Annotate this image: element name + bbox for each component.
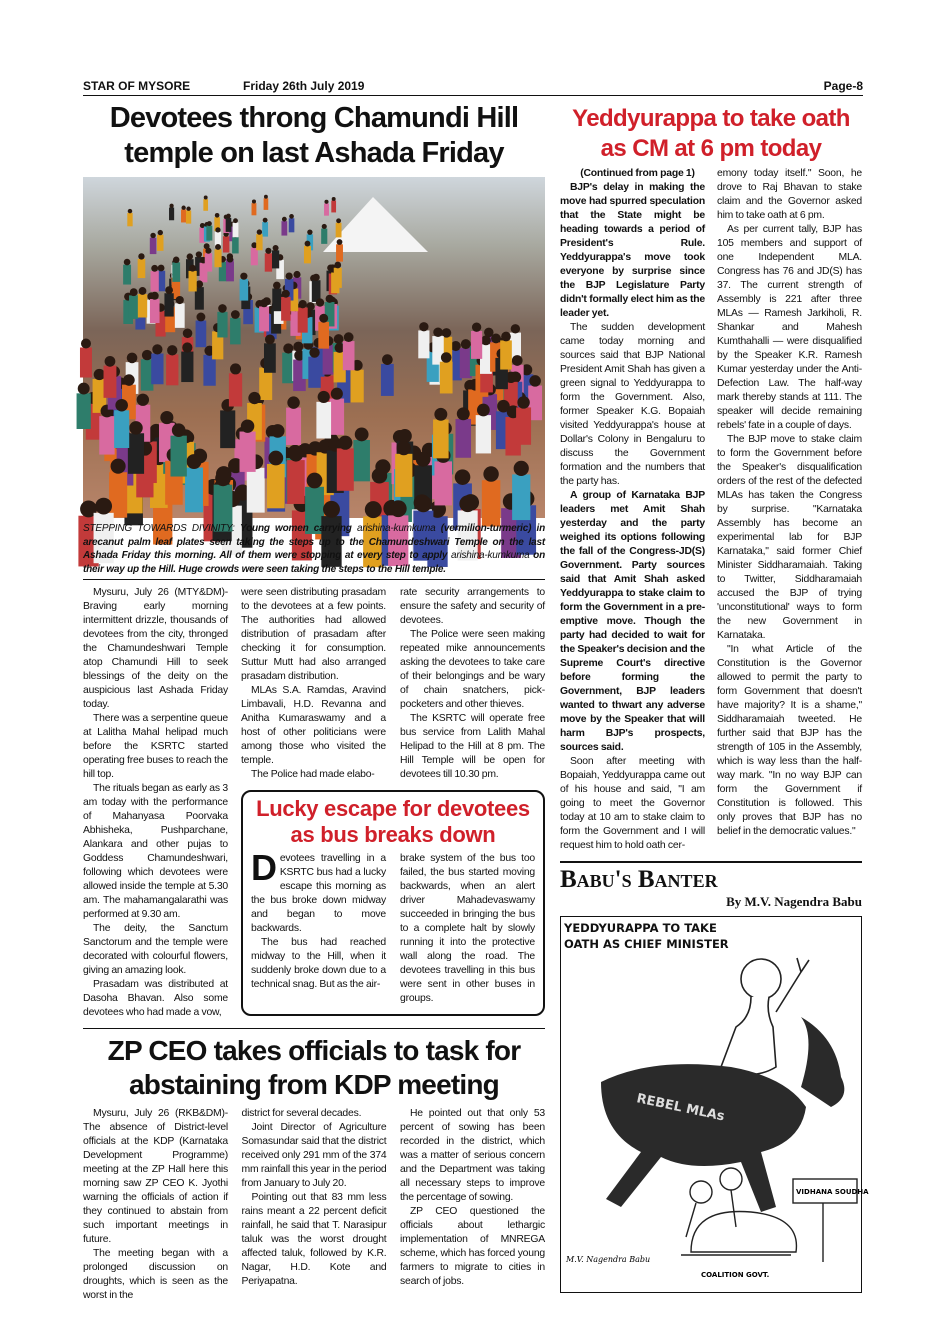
person — [186, 207, 191, 224]
drop-cap: D — [251, 847, 277, 888]
paragraph: The BJP move to stake claim to form the Government before the Speaker's disqualification orders of the rest of the defected MLAs has taken the Congress by surprise. "Karnataka Assembly has become an experimental lab for BJP Karnataka," said former Chief Minister Siddharamaiah. Taking to Twitter, Siddharamaiah accused the BJP of trying 'unconstitutional' ways to form the new Government in Karnataka. — [717, 434, 862, 641]
paragraph: The sudden development came today morning and sources said that BJP National President Amit Shah has given a green signal to Yeddyurappa to form the Government. Also, former Speaker K.G. Bopaiah visited Yeddyurappa's house at Dollar's Colony in Bengaluru to discuss the Government formation and the numbers that the party has. — [560, 322, 705, 487]
person — [336, 218, 342, 237]
person — [456, 407, 472, 457]
caption-term: arishina-kumkuma — [356, 523, 436, 534]
paragraph: rate security arrangements to ensure the safety and security of devotees. — [400, 587, 545, 626]
bus-body — [251, 847, 535, 1006]
person — [166, 345, 178, 385]
paragraph: The Police had made elabo- — [251, 769, 375, 780]
paragraph: ZP CEO questioned the officials about lethargic implementation of MNREGA scheme, which has forced young farmers to migrate to cities in search of jobs. — [400, 1206, 545, 1287]
paragraph: Soon after meeting with Bopaiah, Yeddyurappa came out of his house and said, "I am going to meet the Governor today at 10 am to stake claim to form the Government and I will request him to hold oath cer- — [560, 756, 705, 851]
person — [324, 200, 329, 216]
person — [169, 204, 174, 221]
person — [223, 231, 230, 252]
zp-body — [83, 1107, 545, 1303]
paragraph: The KSRTC will operate free bus service from Lalith Mahal Helipad to the Hill at 8 pm. The Hill Temple will be open for devotees till 10.30 pm. — [400, 713, 545, 780]
person — [188, 265, 196, 292]
person — [343, 332, 355, 370]
oath-column — [717, 167, 862, 839]
paragraph: brake system of the bus too failed, the bus started moving backwards, when an alert driver Mahadevaswamy succeeded in bringing the bus to a complete halt by slowly running it into the protective wall along the road. The devotees travelling in this bus were sent in other buses in groups. — [400, 853, 535, 1004]
devotees-body — [83, 586, 545, 1020]
person — [516, 396, 531, 445]
person — [138, 253, 146, 278]
snail-label: COALITION GOVT. — [701, 1271, 770, 1279]
person — [77, 383, 91, 429]
horse-label: REBEL MLAs — [635, 1091, 726, 1125]
person — [127, 209, 132, 226]
person — [240, 419, 256, 471]
person — [308, 347, 320, 387]
person — [196, 313, 207, 348]
victory-hand — [776, 958, 809, 1012]
person — [471, 323, 482, 359]
paragraph: Joint Director of Agriculture Somasundar said that the district received only 291 mm of the 374 mm rainfall this year in the period from January to July 20. — [241, 1122, 387, 1189]
person — [298, 300, 308, 333]
person — [334, 262, 342, 288]
oath-headline: Yeddyurappa to take oath as CM at 6 pm today — [572, 105, 850, 162]
person — [482, 466, 501, 526]
divider — [83, 1028, 545, 1029]
person — [203, 196, 208, 211]
paragraph: A group of Karnataka BJP leaders met Amit Shah yesterday and the party weighed its options following the fall of the Congress-JD(S) Government. Party sources said that Amit Shah asked Yeddyurappa to stake claim to form the Government in a pre-emptive move. Though the party had decided to wait for the Speaker's decision and the Supreme Court's directive before forming the Government, BJP leaders wanted to thwart any adverse move by the Speaker that will harm BJP's prospects, sources said. — [560, 490, 705, 753]
person — [229, 363, 242, 406]
person — [109, 459, 127, 518]
person — [256, 229, 262, 250]
person — [264, 195, 269, 210]
person — [226, 256, 234, 281]
caption-lead: STEPPING TOWARDS DIVINITY: — [83, 523, 241, 534]
person — [151, 344, 163, 384]
person — [337, 436, 354, 491]
page-header — [83, 78, 863, 96]
person — [500, 332, 512, 370]
photo-caption — [83, 522, 545, 576]
person — [138, 287, 147, 317]
devotees-headline: Devotees throng Chamundi Hill temple on last Ashada Friday — [109, 102, 519, 169]
person — [381, 354, 394, 396]
paragraph: As per current tally, BJP has 105 members and support of one Independent MLA. Congress has 76 and JD(S) has 37. The current strength of Assembly is 221 after three MLAs — Ramesh Jarkiholi, R. Shankar and Mahesh Kumthahalli — were disqualified by the Speaker K.R. Ramesh Kumar yesterday under the Anti-Defection Law. The half-way mark thereby stands at 111. The speaker will decide remaining rebels' fate in a couple of days. — [717, 224, 862, 431]
paragraph: were seen distributing prasadam to the devotees at a few points. The authorities had allowed distribution of prasadam after checking it for consumption. Suttur Mutt had also arranged prasadam distribution. — [241, 587, 386, 682]
person — [316, 391, 331, 439]
oath-column — [560, 167, 705, 853]
page-number: Page-8 — [823, 79, 863, 93]
person — [304, 241, 311, 264]
person — [151, 265, 159, 292]
person — [331, 197, 336, 212]
cartoon — [560, 916, 869, 1293]
person — [440, 352, 453, 393]
person — [217, 304, 227, 337]
bus-column — [400, 852, 535, 1006]
building-label: VIDHANA SOUDHA — [796, 1188, 869, 1196]
person — [175, 296, 185, 328]
cartoonist-signature: M.V. Nagendra Babu — [566, 1255, 651, 1264]
person — [164, 286, 173, 316]
person — [206, 221, 212, 240]
devotees-column — [241, 586, 386, 782]
banter-byline: By M.V. Nagendra Babu — [726, 894, 862, 909]
person — [267, 451, 285, 509]
paragraph: Prasadam was distributed at Dasoha Bhavan. Also some devotees who had made a vow, — [83, 979, 228, 1018]
person — [181, 342, 193, 382]
person — [418, 322, 429, 358]
horse-head — [801, 1017, 844, 1107]
devotees-right-area — [241, 586, 545, 1016]
person — [272, 282, 281, 312]
divider — [83, 579, 545, 580]
person — [353, 428, 370, 482]
person — [230, 310, 241, 344]
paragraph: evotees travelling in a KSRTC bus had a lucky escape this morning as the bus broke down midway and began to move backwards. — [251, 853, 386, 934]
person — [240, 273, 249, 301]
banter-title: Babu's Banter — [560, 866, 718, 893]
person — [265, 248, 272, 272]
zp-headline: ZP CEO takes officials to task for abstaining from KDP meeting — [107, 1035, 521, 1100]
paragraph: BJP's delay in making the move had spurred speculation that the State might be heading towards a period of President's Rule. Yeddyurappa's move took everyone by surprise since the BJP Legislature Party didn't formally elect him as the leader yet. — [560, 182, 705, 319]
person — [321, 224, 327, 244]
person — [262, 218, 268, 237]
paragraph: "In what Article of the Constitution is the Governor allowed to permit the party to form Government that doesn't have majority? It is a shame," Siddharamaiah tweeted. He further said that BJP has the strength of 105 in the Assembly, which is way less than the half-way mark. "In no way BJP can form the Government if Constitution is followed. This only proves that BJP has no belief in the democratic values." — [717, 644, 862, 837]
paragraph: emony today itself." Soon, he drove to Raj Bhavan to stake claim and the Governor asked him to take oath at 6 pm. — [717, 168, 862, 221]
person — [150, 292, 160, 323]
bus-headline: Lucky escape for devotees as bus breaks down — [256, 796, 530, 847]
person — [226, 214, 232, 232]
person — [287, 447, 305, 504]
person — [214, 244, 221, 267]
bus-column — [251, 847, 386, 992]
person — [114, 399, 129, 448]
person — [272, 245, 279, 268]
person — [170, 423, 186, 476]
cm-head — [741, 959, 781, 999]
person — [312, 274, 321, 302]
person — [150, 233, 157, 254]
person — [123, 259, 131, 285]
person — [476, 404, 491, 454]
cartoon-drawing — [561, 917, 869, 1292]
devotees-column — [400, 586, 545, 782]
paragraph: district for several decades. — [241, 1108, 362, 1119]
person — [289, 214, 295, 232]
divider — [560, 861, 862, 863]
devotees-right-columns — [241, 586, 545, 782]
person — [185, 454, 203, 512]
oath-body — [560, 167, 862, 853]
paragraph: Mysuru, July 26 (MTY&DM)- Braving early morning intermittent drizzle, thousands of devotees from the city, thronged the Chamundeshwari Temple atop Chamundi Hill to seek blessings of the deity on the auspicious last Ashada Friday today. — [83, 587, 228, 710]
person — [433, 408, 449, 459]
person — [205, 248, 212, 272]
person — [395, 441, 412, 497]
cartoon-caption: YEDDYURAPPA TO TAKE OATH AS CHIEF MINISTER — [564, 921, 729, 951]
paragraph: Mysuru, July 26 (RKB&DM)- The absence of District-level officials at the KDP (Karnataka Development Programme) meeting at the ZP Hall here this morning saw ZP CEO K. Jyothi warning the officials of action if they continued to abstain from such important meetings in future. — [83, 1108, 228, 1245]
snail-shell — [691, 1212, 796, 1253]
person — [318, 314, 329, 349]
zp-column — [400, 1107, 545, 1289]
paragraph: The deity, the Sanctum Sanctorum and the temple were decorated with colourful flowers, giving an amazing look. — [83, 923, 228, 976]
devotees-column — [83, 586, 228, 1020]
person — [172, 257, 180, 282]
issue-date: Friday 26th July 2019 — [243, 79, 365, 93]
paragraph: The bus had reached midway to the Hill, when it suddenly broke down due to a technical snag. But as the air- — [251, 937, 386, 990]
person — [233, 218, 239, 237]
person — [252, 199, 257, 215]
person — [281, 290, 291, 321]
person — [99, 405, 114, 455]
person — [157, 230, 163, 251]
zp-column — [242, 1107, 387, 1289]
person — [128, 421, 144, 474]
paper-name: STAR OF MYSORE — [83, 79, 191, 93]
paragraph: He pointed out that only 53 percent of sowing has been recorded in the district, which was a matter of serious concern and the Department was taking all necessary steps to improve the percentage of sowing. — [400, 1108, 545, 1203]
paragraph: MLAs S.A. Ramdas, Aravind Limbavali, H.D. Revanna and Anitha Kumaraswamy and a host of other politicians were among those who visited the temple. — [241, 685, 386, 766]
person — [286, 396, 301, 445]
paragraph: The rituals began as early as 3 am today with the performance of Mahanyasa Poorvaka Abhisheka, Pushparchane, Alankara and other pujas to Goddess Chamundeshwari, following which devotees were allowed inside the temple at 5.30 am. The mahamangalarathi was performed at 9.30 am. — [83, 783, 228, 920]
caption-text: (vermilion-turmeric) in arecanut palm leaf plates seen taking the steps up to the Chamundeshwari Temple on the last Ashada Friday this morning. All of them were stopping at every step to apply — [83, 523, 546, 561]
person — [512, 461, 530, 520]
person — [281, 217, 287, 236]
caption-term: arishina-kumkuma — [450, 550, 530, 561]
crowd-photo — [83, 177, 545, 518]
person — [330, 388, 345, 435]
zp-column — [83, 1107, 228, 1303]
paragraph: Pointing out that 83 mm less rains meant a 22 percent deficit rainfall, he said that T. Narasipur taluk was the worst drought affected taluk, followed by K.R. Nagar, H.D. Kote and Periyapatna. — [241, 1192, 387, 1287]
left-section — [83, 101, 545, 1303]
person — [104, 356, 117, 398]
paragraph: (Continued from page 1) — [580, 168, 695, 179]
bus-article-box — [241, 790, 545, 1016]
paragraph: There was a serpentine queue at Lalitha Mahal helipad much before the KSRTC started operating free buses to reach the hill top. — [83, 713, 228, 780]
paragraph: The Police were seen making repeated mike announcements asking the devotees to take care of their belongings and be wary of chain snatchers, pick-pocketers and other thieves. — [400, 629, 545, 710]
caption-text: Young women carrying — [240, 523, 357, 534]
person — [129, 288, 138, 319]
person — [336, 239, 343, 261]
person — [80, 339, 92, 378]
person — [264, 334, 276, 372]
caption-text: on their way up the Hill. Huge crowds were seen taking the steps to the Hill temple. — [83, 550, 545, 575]
right-section — [560, 104, 869, 1293]
person — [259, 299, 269, 331]
person — [181, 206, 186, 223]
paragraph: The meeting began with a prolonged discussion on droughts, which is seen as the worst in the — [83, 1248, 228, 1301]
